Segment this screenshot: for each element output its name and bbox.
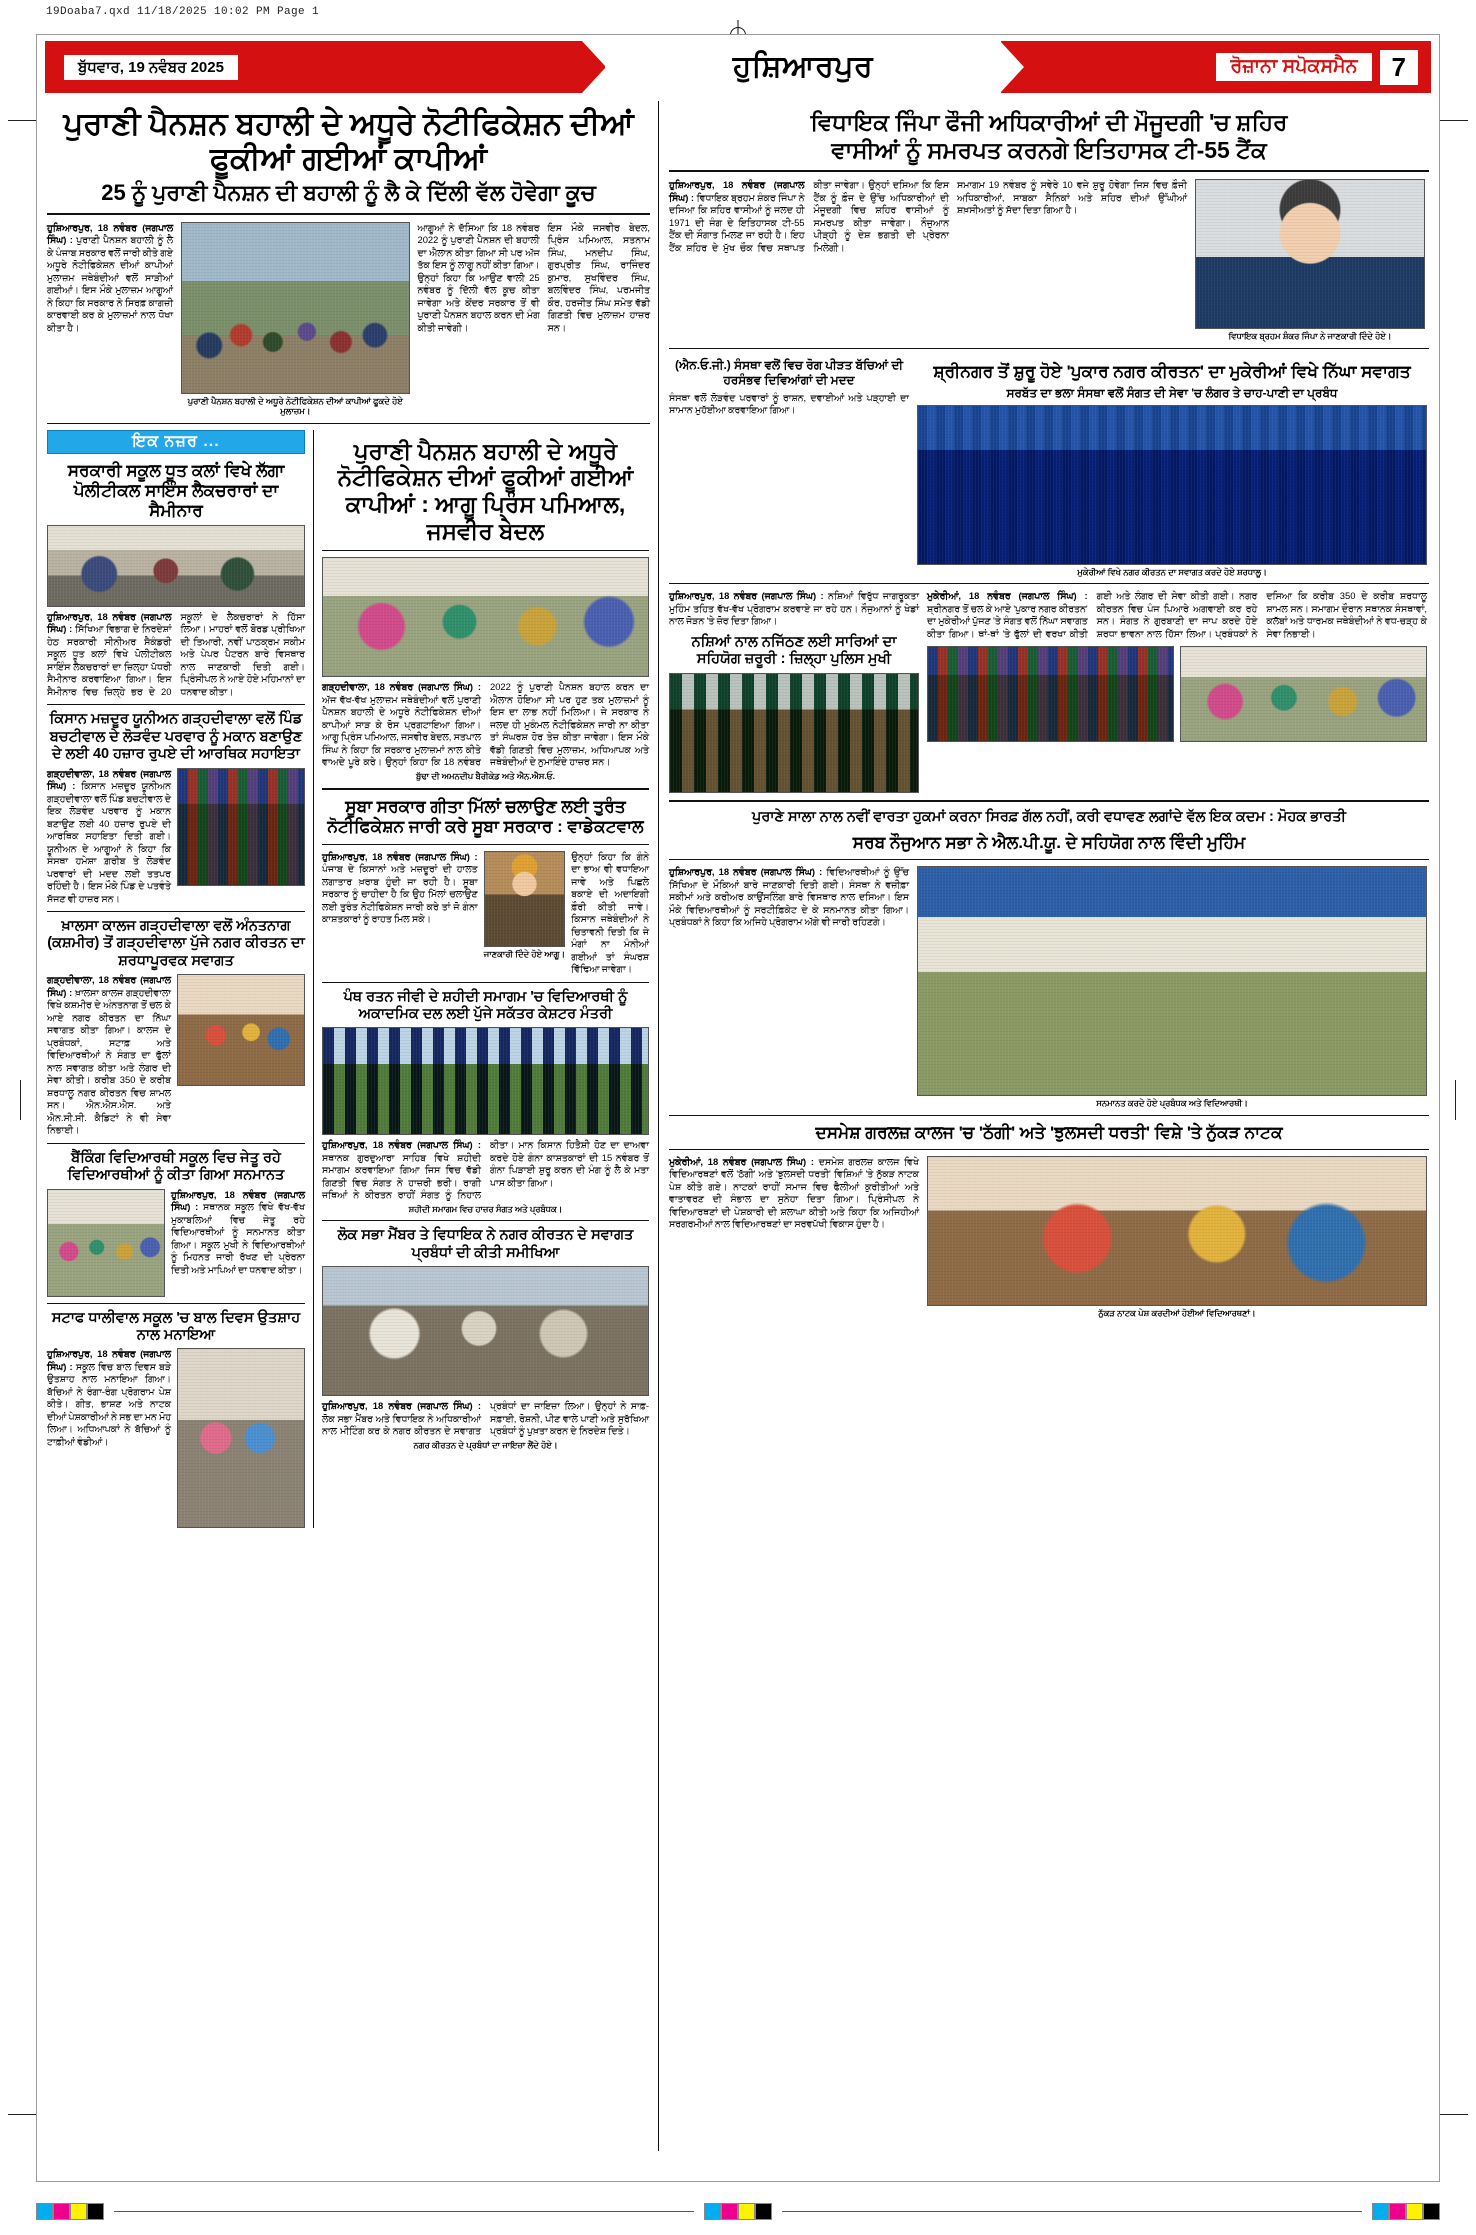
right-story-3-headline: ਦਸਮੇਸ਼ ਗਰਲਜ਼ ਕਾਲਜ 'ਚ 'ਠੱਗੀ' ਅਤੇ 'ਝੁਲਸਦੀ ਧਰਤੀ' ਵਿਸ਼ੇ 'ਤੇ ਨੁੱਕੜ ਨਾਟਕ — [815, 1122, 1283, 1142]
swatch-black-right — [1423, 2203, 1440, 2220]
ik-item-0-dateline: ਹੁਸ਼ਿਆਰਪੁਰ, 18 ਨਵੰਬਰ (ਜਗਪਾਲ ਸਿੰਘ) : — [47, 610, 172, 635]
tank-portrait-caption: ਵਿਧਾਇਕ ਬ੍ਰਹਮ ਸ਼ੰਕਰ ਜਿੰਪਾ ਨੇ ਜਾਣਕਾਰੀ ਦਿੰਦੇ ਹੋਏ। — [1228, 331, 1392, 342]
tank-body-a — [669, 179, 949, 254]
paper-name: ਰੋਜ਼ਾਨਾ ਸਪੋਕਸਮੈਨ — [1215, 52, 1372, 82]
right-story-3-photo — [927, 1156, 1427, 1306]
lead-headline: ਪੁਰਾਣੀ ਪੈਨਸ਼ਨ ਬਹਾਲੀ ਦੇ ਅਧੂਰੇ ਨੋਟੀਫਿਕੇਸ਼ਨ ਦੀਆਂ ਫੂਕੀਆਂ ਗਈਆਂ ਕਾਪੀਆਂ — [63, 106, 634, 176]
crop-mark-right-mid — [1455, 1080, 1456, 1120]
right-story-1-p1: ਨਸ਼ਿਆਂ ਵਿਰੁੱਧ ਜਾਗਰੂਕਤਾ ਮੁਹਿੰਮ ਤਹਿਤ ਵੱਖ-ਵੱਖ ਪ੍ਰੋਗਰਾਮ ਕਰਵਾਏ ਜਾ ਰਹੇ ਹਨ। ਨੌਜੁਆਨਾਂ ਨੂੰ ਖੇਡਾਂ ਨਾਲ ਜੋੜਨ 'ਤੇ ਜ਼ੋਰ ਦਿਤਾ ਗਿਆ। — [669, 590, 919, 627]
edition-name: ਹੁਸ਼ਿਆਰਪੁਰ — [605, 41, 1001, 93]
tank-p3: ਸਮਾਗਮ 19 ਨਵੰਬਰ ਨੂੰ ਸਵੇਰੇ 10 ਵਜੇ ਸ਼ੁਰੂ ਹੋਵੇਗਾ ਜਿਸ ਵਿਚ ਫ਼ੌਜੀ ਅਧਿਕਾਰੀਆਂ, ਸਾਬਕਾ ਸੈਨਿਕਾਂ ਅਤੇ ਸ਼ਹਿਰ ਦੀਆਂ ਉੱਘੀਆਂ ਸ਼ਖ਼ਸੀਅਤਾਂ ਨੂੰ ਸੱਦਾ ਦਿਤਾ ਗਿਆ ਹੈ। — [957, 179, 1187, 216]
right-story-0-subhead: ਸਰਬੱਤ ਦਾ ਭਲਾ ਸੰਸਥਾ ਵਲੋਂ ਸੰਗਤ ਦੀ ਸੇਵਾ 'ਚ ਲੰਗਰ ਤੇ ਚਾਹ-ਪਾਣੀ ਦਾ ਪ੍ਰਬੰਧ — [1006, 385, 1338, 400]
lead-body-col2: ਆਗੂਆਂ ਨੇ ਦੱਸਿਆ ਕਿ 18 ਨਵੰਬਰ 2022 ਨੂੰ ਪੁਰਾਣੀ ਪੈਨਸ਼ਨ ਦੀ ਬਹਾਲੀ ਦਾ ਐਲਾਨ ਕੀਤਾ ਗਿਆ ਸੀ ਪਰ ਅੱਜ ਤੱਕ ਇਸ ਨੂੰ ਲਾਗੂ ਨਹੀਂ ਕੀਤਾ ਗਿਆ। ਉਨ੍ਹਾਂ ਕਿਹਾ ਕਿ ਆਉਣ ਵਾਲੀ 25 ਨਵੰਬਰ ਨੂੰ ਦਿੱਲੀ ਵੱਲ ਕੂਚ ਕੀਤਾ ਜਾਵੇਗਾ ਅਤੇ ਕੇਂਦਰ ਸਰਕਾਰ ਤੋਂ ਵੀ ਪੁਰਾਣੀ ਪੈਨਸ਼ਨ ਬਹਾਲ ਕਰਨ ਦੀ ਮੰਗ ਕੀਤੀ ਜਾਵੇਗੀ। — [417, 221, 540, 333]
center-story-0-body — [322, 681, 649, 769]
ik-nazar-banner: ਇਕ ਨਜ਼ਰ ... — [47, 430, 305, 454]
center-story-2-caption: ਸ਼ਹੀਦੀ ਸਮਾਗਮ ਵਿਚ ਹਾਜ਼ਰ ਸੰਗਤ ਅਤੇ ਪ੍ਰਬੰਧਕ। — [408, 1203, 563, 1214]
swatch-yellow-right — [1406, 2203, 1423, 2220]
right-story-2-headline: ਪੁਰਾਣੇ ਸਾਲਾ ਨਾਲ ਨਵੀਂ ਵਾਰਤਾ ਹੁਕਮਾਂ ਕਰਨਾ ਸਿਰਫ਼ ਗੱਲ ਨਹੀਂ, ਕਰੀ ਵਧਾਵਣ ਲਗਾਂਦੇ ਵੱਲ ਇਕ ਕਦਮ : ਮੋਹਕ ਭਾਰਤੀ — [752, 808, 1346, 825]
center-story-0-headline: ਪੁਰਾਣੀ ਪੈਨਸ਼ਨ ਬਹਾਲੀ ਦੇ ਅਧੂਰੇ ਨੋਟੀਫਿਕੇਸ਼ਨ ਦੀਆਂ ਫੂਕੀਆਂ ਗਈਆਂ ਕਾਪੀਆਂ : ਆਗੂ ਪ੍ਰਿੰਸ ਪਮਿਆਲ, ਜਸਵੀਰ ਬੇਦਲ — [337, 437, 634, 544]
color-bar-mid — [704, 2203, 772, 2220]
tank-dateline: ਹੁਸ਼ਿਆਰਪੁਰ, 18 ਨਵੰਬਰ (ਜਗਪਾਲ ਸਿੰਘ) : — [669, 179, 805, 203]
newspaper-page — [36, 34, 1440, 2182]
ngo-headline: (ਐਨ.ਓ.ਜੀ.) ਸੰਸਥਾ ਵਲੋਂ ਵਿਚ ਰੋਗ ਪੀੜਤ ਬੱਚਿਆਂ ਦੀ ਹਰਸੰਭਵ ਦਿਵਿਆਂਗਾਂ ਦੀ ਮਦਦ — [674, 357, 904, 387]
center-story-2-p1: ਸਥਾਨਕ ਗੁਰਦੁਆਰਾ ਸਾਹਿਬ ਵਿਖੇ ਸ਼ਹੀਦੀ ਸਮਾਗਮ ਕਰਵਾਇਆ ਗਿਆ ਜਿਸ ਵਿਚ ਵੱਡੀ ਗਿਣਤੀ ਵਿਚ ਸੰਗਤ ਨੇ ਹਾਜ਼ਰੀ ਭਰੀ। ਰਾਗੀ ਜਥਿਆਂ ਨੇ ਕੀਰਤਨ ਰਾਹੀਂ ਸੰਗਤ ਨੂੰ ਨਿਹਾਲ ਕੀਤਾ। — [322, 1139, 515, 1201]
tank-p2: ਉਨ੍ਹਾਂ ਦਸਿਆ ਕਿ ਇਸ ਟੈਂਕ ਨੂੰ ਫ਼ੌਜ ਦੇ ਉੱਚ ਅਧਿਕਾਰੀਆਂ ਦੀ ਮੌਜੂਦਗੀ ਵਿਚ ਸ਼ਹਿਰ ਵਾਸੀਆਂ ਨੂੰ ਸਮਰਪਤ ਕੀਤਾ ਜਾਵੇਗਾ। ਨੌਜੁਆਨ ਪੀੜ੍ਹੀ ਨੂੰ ਦੇਸ਼ ਭਗਤੀ ਦੀ ਪ੍ਰੇਰਨਾ ਮਿਲੇਗੀ। — [813, 179, 949, 253]
center-story-0-caption: ਬੁੱਢਾ ਦੀ ਅਮਨਦੀਪ ਬੈਰੀਕੇਡ ਅਤੇ ਐਨ.ਐਸ.ਓ. — [415, 770, 555, 781]
right-story-1-photo — [669, 673, 919, 793]
ik-item-2-dateline: ਗੜ੍ਹਦੀਵਾਲਾ, 18 ਨਵੰਬਰ (ਜਗਪਾਲ ਸਿੰਘ) : — [47, 974, 171, 998]
ik-item-3-body — [171, 1189, 305, 1277]
center-story-0-p2: ਉਨ੍ਹਾਂ ਕਿਹਾ ਕਿ 18 ਨਵੰਬਰ 2022 ਨੂੰ ਪੁਰਾਣੀ ਪੈਨਸ਼ਨ ਬਹਾਲ ਕਰਨ ਦਾ ਐਲਾਨ ਹੋਇਆ ਸੀ ਪਰ ਹੁਣ ਤਕ ਮੁਲਾਜ਼ਮਾਂ ਨੂੰ ਇਸ ਦਾ ਲਾਭ ਨਹੀਂ ਮਿਲਿਆ। ਜੇ ਸਰਕਾਰ ਨੇ ਜਲਦ ਹੀ ਮੁਕੰਮਲ ਨੋਟੀਫਿਕੇਸ਼ਨ ਜਾਰੀ ਨਾ ਕੀਤਾ ਤਾਂ ਸੰਘਰਸ਼ ਹੋਰ ਤੇਜ਼ ਕੀਤਾ ਜਾਵੇਗਾ। — [385, 681, 649, 768]
center-story-3-caption: ਨਗਰ ਕੀਰਤਨ ਦੇ ਪ੍ਰਬੰਧਾਂ ਦਾ ਜਾਇਜ਼ਾ ਲੈਂਦੇ ਹੋਏ। — [413, 1439, 558, 1450]
ik-item-1-dateline: ਗੜ੍ਹਦੀਵਾਲਾ, 18 ਨਵੰਬਰ (ਜਗਪਾਲ ਸਿੰਘ) : — [47, 767, 171, 792]
lead-body-col3: ਇਸ ਮੌਕੇ ਜਸਵੀਰ ਬੇਦਲ, ਪ੍ਰਿੰਸ ਪਮਿਆਲ, ਸਤਨਾਮ ਸਿੰਘ, ਮਨਦੀਪ ਸਿੰਘ, ਗੁਰਪ੍ਰੀਤ ਸਿੰਘ, ਰਾਜਿੰਦਰ ਕੁਮਾਰ, ਸੁਖਵਿੰਦਰ ਸਿੰਘ, ਬਲਵਿੰਦਰ ਸਿੰਘ, ਪਰਮਜੀਤ ਕੌਰ, ਹਰਜੀਤ ਸਿੰਘ ਸਮੇਤ ਵੱਡੀ ਗਿਣਤੀ ਵਿਚ ਮੁਲਾਜ਼ਮ ਹਾਜ਼ਰ ਸਨ। — [547, 221, 651, 333]
ik-item-4-text: ਸਕੂਲ ਵਿਚ ਬਾਲ ਦਿਵਸ ਬੜੇ ਉਤਸ਼ਾਹ ਨਾਲ ਮਨਾਇਆ ਗਿਆ। ਬੱਚਿਆਂ ਨੇ ਰੰਗਾ-ਰੰਗ ਪ੍ਰੋਗਰਾਮ ਪੇਸ਼ ਕੀਤੇ। ਗੀਤ, ਭਾਸ਼ਣ ਅਤੇ ਨਾਟਕ ਦੀਆਂ ਪੇਸ਼ਕਾਰੀਆਂ ਨੇ ਸਭ ਦਾ ਮਨ ਮੋਹ ਲਿਆ। ਅਧਿਆਪਕਾਂ ਨੇ ਬੱਚਿਆਂ ਨੂੰ ਟਾਫ਼ੀਆਂ ਵੰਡੀਆਂ। — [47, 1360, 172, 1447]
center-story-2-headline: ਪੰਥ ਰਤਨ ਜੀਵੀ ਦੇ ਸ਼ਹੀਦੀ ਸਮਾਗਮ 'ਚ ਵਿਦਿਆਰਥੀ ਨੂੰ ਅਕਾਦਮਿਕ ਦਲ ਲਈ ਪੁੱਜੇ ਸਕੱਤਰ ਕੇਸ਼ਟਰ ਮੰਤਰੀ — [343, 988, 628, 1022]
center-story-2-body — [322, 1139, 649, 1202]
ik-item-1-text: ਕਿਸਾਨ ਮਜ਼ਦੂਰ ਯੂਨੀਅਨ ਗੜ੍ਹਦੀਵਾਲਾ ਵਲੋਂ ਪਿੰਡ ਬਚਟੀਵਾਲ ਦੇ ਇਕ ਲੋੜਵੰਦ ਪਰਵਾਰ ਨੂੰ ਮਕਾਨ ਬਣਾਉਣ ਲਈ 40 ਹਜ਼ਾਰ ਰੁਪਏ ਦੀ ਆਰਥਿਕ ਸਹਾਇਤਾ ਦਿਤੀ ਗਈ। ਯੂਨੀਅਨ ਦੇ ਆਗੂਆਂ ਨੇ ਕਿਹਾ ਕਿ ਸੰਸਥਾ ਹਮੇਸ਼ਾ ਗ਼ਰੀਬ ਤੇ ਲੋੜਵੰਦ ਪਰਵਾਰਾਂ ਦੀ ਮਦਦ ਲਈ ਤਤਪਰ ਰਹਿੰਦੀ ਹੈ। ਇਸ ਮੌਕੇ ਪਿੰਡ ਦੇ ਪਤਵੰਤੇ ਸੱਜਣ ਵੀ ਹਾਜ਼ਰ ਸਨ। — [47, 780, 172, 904]
swatch-magenta-right — [1389, 2203, 1406, 2220]
right-story-3-caption: ਨੁੱਕੜ ਨਾਟਕ ਪੇਸ਼ ਕਰਦੀਆਂ ਹੋਈਆਂ ਵਿਦਿਆਰਥਣਾਂ। — [1098, 1307, 1256, 1318]
right-story-0-p1: ਸ਼੍ਰੀਨਗਰ ਤੋਂ ਚਲ ਕੇ ਆਏ 'ਪੁਕਾਰ ਨਗਰ ਕੀਰਤਨ' ਦਾ ਮੁਕੇਰੀਆਂ ਪੁੱਜਣ 'ਤੇ ਸੰਗਤ ਵਲੋਂ ਨਿੱਘਾ ਸਵਾਗਤ ਕੀਤਾ ਗਿਆ। ਥਾਂ-ਥਾਂ 'ਤੇ ਫੁੱਲਾਂ ਦੀ ਵਰਖਾ ਕੀਤੀ ਗਈ ਅਤੇ ਲੰਗਰ ਦੀ ਸੇਵਾ ਕੀਤੀ ਗਈ। — [927, 590, 1235, 639]
masthead-right-band — [1001, 41, 1431, 93]
center-story-3-photo — [322, 1266, 649, 1396]
ik-item-1-body — [47, 768, 171, 906]
right-story-0-p3: ਸਮਾਗਮ ਦੌਰਾਨ ਸਥਾਨਕ ਸੰਸਥਾਵਾਂ, ਕਲੱਬਾਂ ਅਤੇ ਧਾਰਮਕ ਜਥੇਬੰਦੀਆਂ ਨੇ ਵਧ-ਚੜ੍ਹ ਕੇ ਸੇਵਾ ਨਿਭਾਈ। — [1266, 602, 1427, 639]
page-number: 7 — [1379, 49, 1419, 86]
ngo-body: ਸੰਸਥਾ ਵਲੋਂ ਲੋੜਵੰਦ ਪਰਵਾਰਾਂ ਨੂੰ ਰਾਸ਼ਨ, ਦਵਾਈਆਂ ਅਤੇ ਪੜ੍ਹਾਈ ਦਾ ਸਾਮਾਨ ਮੁਹੱਈਆ ਕਰਵਾਇਆ ਗਿਆ। — [669, 391, 909, 416]
lead-photo-caption: ਪੁਰਾਣੀ ਪੈਨਸ਼ਨ ਬਹਾਲੀ ਦੇ ਅਧੂਰੇ ਨੋਟੀਫਿਕੇਸ਼ਨ ਦੀਆਂ ਕਾਪੀਆਂ ਫੂਕਦੇ ਹੋਏ ਮੁਲਾਜ਼ਮ। — [187, 395, 403, 417]
right-story-2-caption: ਸਨਮਾਨਤ ਕਰਦੇ ਹੋਏ ਪ੍ਰਬੰਧਕ ਅਤੇ ਵਿਦਿਆਰਥੀ। — [1096, 1098, 1248, 1109]
right-story-aux-photo-1 — [927, 646, 1174, 742]
swatch-magenta-mid — [721, 2203, 738, 2220]
ik-item-2-photo — [177, 974, 305, 1086]
center-story-0-p1: ਅੱਜ ਵੱਖ-ਵੱਖ ਮੁਲਾਜ਼ਮ ਜਥੇਬੰਦੀਆਂ ਵਲੋਂ ਪੁਰਾਣੀ ਪੈਨਸ਼ਨ ਬਹਾਲੀ ਦੇ ਅਧੂਰੇ ਨੋਟੀਫਿਕੇਸ਼ਨ ਦੀਆਂ ਕਾਪੀਆਂ ਸਾੜ ਕੇ ਰੋਸ ਪ੍ਰਗਟਾਇਆ ਗਿਆ। ਆਗੂ ਪ੍ਰਿੰਸ ਪਮਿਆਲ, ਜਸਵੀਰ ਬੇਦਲ, ਸਤਪਾਲ ਸਿੰਘ ਨੇ ਕਿਹਾ ਕਿ ਸਰਕਾਰ ਮੁਲਾਜ਼ਮਾਂ ਨਾਲ ਕੀਤੇ ਵਾਅਦੇ ਪੂਰੇ ਕਰੇ। — [322, 693, 481, 768]
tank-headline-line2: ਵਾਸੀਆਂ ਨੂੰ ਸਮਰਪਤ ਕਰਨਗੇ ਇਤਿਹਾਸਕ ਟੀ-55 ਟੈਂਕ — [831, 136, 1267, 163]
right-story-2-dateline: ਹੁਸ਼ਿਆਰਪੁਰ, 18 ਨਵੰਬਰ (ਜਗਪਾਲ ਸਿੰਘ) : — [669, 866, 823, 878]
swatch-cyan-right — [1372, 2203, 1389, 2220]
center-story-0-p3: ਇਸ ਮੌਕੇ ਵੱਡੀ ਗਿਣਤੀ ਵਿਚ ਮੁਲਾਜ਼ਮ, ਅਧਿਆਪਕ ਅਤੇ ਜਥੇਬੰਦੀਆਂ ਦੇ ਨੁਮਾਇੰਦੇ ਹਾਜ਼ਰ ਸਨ। — [490, 731, 649, 768]
ik-item-0-photo — [47, 525, 305, 607]
ik-item-3-text: ਸਥਾਨਕ ਸਕੂਲ ਵਿਖੇ ਵੱਖ-ਵੱਖ ਮੁਕਾਬਲਿਆਂ ਵਿਚ ਜੇਤੂ ਰਹੇ ਵਿਦਿਆਰਥੀਆਂ ਨੂੰ ਸਨਮਾਨਤ ਕੀਤਾ ਗਿਆ। ਸਕੂਲ ਮੁਖੀ ਨੇ ਵਿਦਿਆਰਥੀਆਂ ਨੂੰ ਮਿਹਨਤ ਜਾਰੀ ਰੱਖਣ ਦੀ ਪ੍ਰੇਰਨਾ ਦਿਤੀ ਅਤੇ ਮਾਪਿਆਂ ਦਾ ਧਨਵਾਦ ਕੀਤਾ। — [171, 1201, 305, 1275]
center-story-3-dateline: ਹੁਸ਼ਿਆਰਪੁਰ, 18 ਨਵੰਬਰ (ਜਗਪਾਲ ਸਿੰਘ) : — [322, 1400, 481, 1412]
left-zone — [47, 101, 659, 2151]
masthead-left-band — [45, 41, 605, 93]
right-story-0-headline: ਸ਼੍ਰੀਨਗਰ ਤੋਂ ਸ਼ੁਰੂ ਹੋਏ 'ਪੁਕਾਰ ਨਗਰ ਕੀਰਤਨ' ਦਾ ਮੁਕੇਰੀਆਂ ਵਿਖੇ ਨਿੱਘਾ ਸਵਾਗਤ — [933, 361, 1411, 381]
right-story-0-p2: ਨਗਰ ਕੀਰਤਨ ਵਿਚ ਪੰਜ ਪਿਆਰੇ ਅਗਵਾਈ ਕਰ ਰਹੇ ਸਨ। ਸੰਗਤ ਨੇ ਗੁਰਬਾਣੀ ਦਾ ਜਾਪ ਕਰਦੇ ਹੋਏ ਸ਼ਰਧਾ ਭਾਵਨਾ ਨਾਲ ਹਿੱਸਾ ਲਿਆ। ਪ੍ਰਬੰਧਕਾਂ ਨੇ ਦਸਿਆ ਕਿ ਕਰੀਬ 350 ਦੇ ਕਰੀਬ ਸ਼ਰਧਾਲੂ ਸ਼ਾਮਲ ਸਨ। — [1096, 590, 1427, 639]
right-story-2-subhead: ਸਰਬ ਨੌਜੁਆਨ ਸਭਾ ਨੇ ਐਲ.ਪੀ.ਯੂ. ਦੇ ਸਹਿਯੋਗ ਨਾਲ ਵਿੰਦੀ ਮੁਹਿੰਮ — [852, 833, 1246, 853]
center-story-0-dateline: ਗੜ੍ਹਦੀਵਾਲਾ, 18 ਨਵੰਬਰ (ਜਗਪਾਲ ਸਿੰਘ) : — [322, 681, 481, 693]
center-story-1-caption: ਜਾਣਕਾਰੀ ਦਿੰਦੇ ਹੋਏ ਆਗੂ। — [483, 948, 565, 959]
lead-body-col1 — [47, 222, 173, 335]
center-story-3-body — [322, 1400, 649, 1438]
right-story-2-photo — [917, 866, 1427, 1096]
publication-date: ਬੁੱਧਵਾਰ, 19 ਨਵੰਬਰ 2025 — [63, 54, 239, 81]
ik-item-0-headline: ਸਰਕਾਰੀ ਸਕੂਲ ਧੂਤ ਕਲਾਂ ਵਿਖੇ ਲੱਗਾ ਪੋਲੀਟੀਕਲ ਸਾਇੰਸ ਲੈਕਚਰਾਰਾਂ ਦਾ ਸੈਮੀਨਾਰ — [67, 460, 285, 520]
right-story-3-p2: ਪ੍ਰਿੰਸੀਪਲ ਨੇ ਵਿਦਿਆਰਥਣਾਂ ਦੀ ਪੇਸ਼ਕਾਰੀ ਦੀ ਸ਼ਲਾਘਾ ਕੀਤੀ ਅਤੇ ਕਿਹਾ ਕਿ ਅਜਿਹੀਆਂ ਸਰਗਰਮੀਆਂ ਨਾਲ ਵਿਦਿਆਰਥਣਾਂ ਦਾ ਸਰਵਪੱਖੀ ਵਿਕਾਸ ਹੁੰਦਾ ਹੈ। — [669, 1193, 919, 1230]
right-story-3-body — [669, 1156, 919, 1231]
lead-dateline: ਹੁਸ਼ਿਆਰਪੁਰ, 18 ਨਵੰਬਰ (ਜਗਪਾਲ ਸਿੰਘ) : — [47, 221, 174, 246]
center-story-3-p1: ਲੋਕ ਸਭਾ ਮੈਂਬਰ ਅਤੇ ਵਿਧਾਇਕ ਨੇ ਅਧਿਕਾਰੀਆਂ ਨਾਲ ਮੀਟਿੰਗ ਕਰ ਕੇ ਨਗਰ ਕੀਰਤਨ ਦੇ ਸਵਾਗਤ ਪ੍ਰਬੰਧਾਂ ਦਾ ਜਾਇਜ਼ਾ ਲਿਆ। ਉਨ੍ਹਾਂ ਨੇ ਸਾਫ਼-ਸਫ਼ਾਈ, ਰੋਸ਼ਨੀ, ਪੀਣ ਵਾਲੇ ਪਾਣੀ ਅਤੇ ਸੁਰੱਖਿਆ ਪ੍ਰਬੰਧਾਂ ਨੂੰ ਪੁਖ਼ਤਾ ਕਰਨ ਦੇ ਨਿਰਦੇਸ਼ ਦਿਤੇ। — [322, 1400, 649, 1437]
center-story-1-headline: ਸੂਬਾ ਸਰਕਾਰ ਗੀਤਾ ਮਿੱਲਾਂ ਚਲਾਉਣ ਲਈ ਤੁਰੰਤ ਨੋਟੀਫਿਕੇਸ਼ਨ ਜਾਰੀ ਕਰੇ ਸੂਬਾ ਸਰਕਾਰ : ਵਾਡੇਕਟਵਾਲ — [327, 797, 644, 837]
ik-item-0-text: ਸਿੱਖਿਆ ਵਿਭਾਗ ਦੇ ਨਿਰਦੇਸ਼ਾਂ ਹੇਠ ਸਰਕਾਰੀ ਸੀਨੀਅਰ ਸੈਕੰਡਰੀ ਸਕੂਲ ਧੂਤ ਕਲਾਂ ਵਿਖੇ ਪੋਲੀਟੀਕਲ ਸਾਇੰਸ ਲੈਕਚਰਾਰਾਂ ਦਾ ਜ਼ਿਲ੍ਹਾ ਪੱਧਰੀ ਸੈਮੀਨਾਰ ਕਰਵਾਇਆ ਗਿਆ। ਇਸ ਸੈਮੀਨਾਰ ਵਿਚ ਜ਼ਿਲ੍ਹੇ ਭਰ ਦੇ 20 ਸਕੂਲਾਂ ਦੇ ਲੈਕਚਰਾਰਾਂ ਨੇ ਹਿੱਸਾ ਲਿਆ। ਮਾਹਰਾਂ ਵਲੋਂ ਬੋਰਡ ਪ੍ਰੀਖਿਆ ਦੀ ਤਿਆਰੀ, ਨਵੀਂ ਪਾਠਕ੍ਰਮ ਸਕੀਮ ਅਤੇ ਪੇਪਰ ਪੈਟਰਨ ਬਾਰੇ ਵਿਸਥਾਰ ਨਾਲ ਜਾਣਕਾਰੀ ਦਿਤੀ ਗਈ। ਪ੍ਰਿੰਸੀਪਲ ਨੇ ਆਏ ਹੋਏ ਮਹਿਮਾਨਾਂ ਦਾ ਧਨਵਾਦ ਕੀਤਾ। — [47, 610, 305, 697]
ik-item-1-headline: ਕਿਸਾਨ ਮਜ਼ਦੂਰ ਯੂਨੀਅਨ ਗੜ੍ਹਦੀਵਾਲਾ ਵਲੋਂ ਪਿੰਡ ਬਚਟੀਵਾਲ ਦੇ ਲੋੜਵੰਦ ਪਰਵਾਰ ਨੂੰ ਮਕਾਨ ਬਣਾਉਣ ਦੇ ਲਈ 40 ਹਜ਼ਾਰ ਰੁਪਏ ਦੀ ਆਰਥਿਕ ਸਹਾਇਤਾ — [49, 711, 303, 763]
ik-item-4-photo — [177, 1348, 305, 1528]
ik-item-4-dateline: ਹੁਸ਼ਿਆਰਪੁਰ, 18 ਨਵੰਬਰ (ਜਗਪਾਲ ਸਿੰਘ) : — [47, 1348, 171, 1372]
swatch-yellow-left — [70, 2203, 87, 2220]
center-story-2-p2: ਮਾਨ ਕਿਸਾਨ ਹਿਤੈਸ਼ੀ ਹੋਣ ਦਾ ਦਾਅਵਾ ਕਰਦੇ ਹੋਏ ਗੰਨਾ ਕਾਸ਼ਤਕਾਰਾਂ ਦੀ 15 ਨਵੰਬਰ ਤੋਂ ਗੰਨਾ ਪਿੜਾਈ ਸ਼ੁਰੂ ਕਰਨ ਦੀ ਮੰਗ ਨੂੰ ਲੈ ਕੇ ਮਤਾ ਪਾਸ ਕੀਤਾ ਗਿਆ। — [490, 1139, 649, 1188]
center-story-1-p2: ਉਨ੍ਹਾਂ ਕਿਹਾ ਕਿ ਗੰਨੇ ਦਾ ਭਾਅ ਵੀ ਵਧਾਇਆ ਜਾਵੇ ਅਤੇ ਪਿਛਲੇ ਬਕਾਏ ਦੀ ਅਦਾਇਗੀ ਫ਼ੌਰੀ ਕੀਤੀ ਜਾਵੇ। ਕਿਸਾਨ ਜਥੇਬੰਦੀਆਂ ਨੇ ਚਿਤਾਵਨੀ ਦਿਤੀ ਕਿ ਜੇ ਮੰਗਾਂ ਨਾ ਮੰਨੀਆਂ ਗਈਆਂ ਤਾਂ ਸੰਘਰਸ਼ ਵਿੱਢਿਆ ਜਾਵੇਗਾ। — [571, 850, 650, 975]
ik-item-0-body — [47, 611, 305, 699]
swatch-cyan-mid — [704, 2203, 721, 2220]
page-body — [47, 101, 1429, 2151]
center-story-2-dateline: ਹੁਸ਼ਿਆਰਪੁਰ, 18 ਨਵੰਬਰ (ਜਗਪਾਲ ਸਿੰਘ) : — [322, 1139, 481, 1151]
right-story-aux-photo-2 — [1180, 646, 1427, 742]
lead-photo — [181, 222, 409, 394]
center-story-1-photo — [484, 851, 566, 947]
crop-mark-left-mid — [20, 1080, 21, 1120]
color-bar-right — [1372, 2203, 1440, 2220]
tank-portrait-photo — [1195, 179, 1425, 329]
lead-subhead: 25 ਨੂੰ ਪੁਰਾਣੀ ਪੈਨਸ਼ਨ ਦੀ ਬਹਾਲੀ ਨੂੰ ਲੈ ਕੇ ਦਿੱਲੀ ਵੱਲ ਹੋਵੇਗਾ ਕੂਚ — [101, 180, 596, 206]
center-story-3-headline: ਲੋਕ ਸਭਾ ਮੈਂਬਰ ਤੇ ਵਿਧਾਇਕ ਨੇ ਨਗਰ ਕੀਰਤਨ ਦੇ ਸਵਾਗਤ ਪ੍ਰਬੰਧਾਂ ਦੀ ਕੀਤੀ ਸਮੀਖਿਆ — [337, 1227, 634, 1261]
masthead — [45, 41, 1431, 93]
center-story-1-p1: ਪੰਜਾਬ ਦੇ ਕਿਸਾਨਾਂ ਅਤੇ ਮਜ਼ਦੂਰਾਂ ਦੀ ਹਾਲਤ ਲਗਾਤਾਰ ਖ਼ਰਾਬ ਹੁੰਦੀ ਜਾ ਰਹੀ ਹੈ। ਸੂਬਾ ਸਰਕਾਰ ਨੂੰ ਚਾਹੀਦਾ ਹੈ ਕਿ ਉਹ ਮਿੱਲਾਂ ਚਲਾਉਣ ਲਈ ਤੁਰੰਤ ਨੋਟੀਫਿਕੇਸ਼ਨ ਜਾਰੀ ਕਰੇ ਤਾਂ ਜੋ ਗੰਨਾ ਕਾਸ਼ਤਕਾਰਾਂ ਨੂੰ ਰਾਹਤ ਮਿਲ ਸਕੇ। — [322, 863, 478, 925]
tank-p1: ਵਿਧਾਇਕ ਬ੍ਰਹਮ ਸ਼ੰਕਰ ਜਿੰਪਾ ਨੇ ਦਸਿਆ ਕਿ ਸ਼ਹਿਰ ਵਾਸੀਆਂ ਨੂੰ ਜਲਦ ਹੀ 1971 ਦੀ ਜੰਗ ਦੇ ਇਤਿਹਾਸਕ ਟੀ-55 ਟੈਂਕ ਦੀ ਸੌਗਾਤ ਮਿਲਣ ਜਾ ਰਹੀ ਹੈ। ਇਹ ਟੈਂਕ ਸ਼ਹਿਰ ਦੇ ਮੁੱਖ ਚੌਕ ਵਿਚ ਸਥਾਪਤ ਕੀਤਾ ਜਾਵੇਗਾ। — [669, 179, 865, 253]
ik-item-3-photo — [47, 1189, 165, 1297]
right-zone — [659, 101, 1429, 2151]
center-story-2-photo — [322, 1027, 649, 1135]
ik-item-2-body — [47, 974, 171, 1137]
ik-item-4-headline: ਸਟਾਫ ਧਾਲੀਵਾਲ ਸਕੂਲ 'ਚ ਬਾਲ ਦਿਵਸ ਉਤਸ਼ਾਹ ਨਾਲ ਮਨਾਇਆ — [51, 1309, 301, 1343]
ik-item-3-headline: ਬੈਂਕਿੰਗ ਵਿਦਿਆਰਥੀ ਸਕੂਲ ਵਿਚ ਜੇਤੂ ਰਹੇ ਵਿਦਿਆਰਥੀਆਂ ਨੂੰ ਕੀਤਾ ਗਿਆ ਸਨਮਾਨਤ — [67, 1149, 285, 1184]
lead-para-1: ਪੁਰਾਣੀ ਪੈਨਸ਼ਨ ਬਹਾਲੀ ਨੂੰ ਲੈ ਕੇ ਪੰਜਾਬ ਸਰਕਾਰ ਵਲੋਂ ਜਾਰੀ ਕੀਤੇ ਗਏ ਅਧੂਰੇ ਨੋਟੀਫਿਕੇਸ਼ਨ ਦੀਆਂ ਕਾਪੀਆਂ ਮੁਲਾਜ਼ਮ ਜਥੇਬੰਦੀਆਂ ਵਲੋਂ ਸਾੜੀਆਂ ਗਈਆਂ। ਇਸ ਮੌਕੇ ਮੁਲਾਜ਼ਮ ਆਗੂਆਂ ਨੇ ਕਿਹਾ ਕਿ ਸਰਕਾਰ ਨੇ ਸਿਰਫ਼ ਕਾਗਜ਼ੀ ਕਾਰਵਾਈ ਕਰ ਕੇ ਮੁਲਾਜ਼ਮਾਂ ਨਾਲ ਧੋਖਾ ਕੀਤਾ ਹੈ। — [47, 234, 174, 333]
center-story-1-body-a — [322, 851, 478, 926]
right-story-0-body — [927, 590, 1427, 640]
ik-item-1-photo — [177, 768, 305, 886]
ik-item-2-text: ਖ਼ਾਲਸਾ ਕਾਲਜ ਗੜ੍ਹਦੀਵਾਲਾ ਵਿਖੇ ਕਸ਼ਮੀਰ ਦੇ ਅੰਨਤਨਾਗ ਤੋਂ ਚਲ ਕੇ ਆਏ ਨਗਰ ਕੀਰਤਨ ਦਾ ਨਿੱਘਾ ਸਵਾਗਤ ਕੀਤਾ ਗਿਆ। ਕਾਲਜ ਦੇ ਪ੍ਰਬੰਧਕਾਂ, ਸਟਾਫ਼ ਅਤੇ ਵਿਦਿਆਰਥੀਆਂ ਨੇ ਸੰਗਤ ਦਾ ਫੁੱਲਾਂ ਨਾਲ ਸਵਾਗਤ ਕੀਤਾ ਅਤੇ ਲੰਗਰ ਦੀ ਸੇਵਾ ਕੀਤੀ। ਕਰੀਬ 350 ਦੇ ਕਰੀਬ ਸ਼ਰਧਾਲੂ ਨਗਰ ਕੀਰਤਨ ਵਿਚ ਸ਼ਾਮਲ ਸਨ। ਐਨ.ਐਸ.ਐਸ. ਅਤੇ ਐਨ.ਸੀ.ਸੀ. ਕੈਡਿਟਾਂ ਨੇ ਵੀ ਸੇਵਾ ਨਿਭਾਈ। — [47, 986, 171, 1136]
swatch-black-mid — [755, 2203, 772, 2220]
press-color-bars — [36, 2201, 1440, 2221]
right-story-1-dateline: ਹੁਸ਼ਿਆਰਪੁਰ, 18 ਨਵੰਬਰ (ਜਗਪਾਲ ਸਿੰਘ) : — [669, 590, 824, 602]
right-story-2-p1: ਵਿਦਿਆਰਥੀਆਂ ਨੂੰ ਉੱਚ ਸਿੱਖਿਆ ਦੇ ਮੌਕਿਆਂ ਬਾਰੇ ਜਾਣਕਾਰੀ ਦਿਤੀ ਗਈ। ਸੰਸਥਾ ਨੇ ਵਜ਼ੀਫ਼ਾ ਸਕੀਮਾਂ ਅਤੇ ਕਰੀਅਰ ਕਾਉਂਸਲਿੰਗ ਬਾਰੇ ਵਿਸਥਾਰ ਨਾਲ ਦਸਿਆ। — [669, 866, 910, 903]
right-story-0-caption: ਮੁਕੇਰੀਆਂ ਵਿਖੇ ਨਗਰ ਕੀਰਤਨ ਦਾ ਸਵਾਗਤ ਕਰਦੇ ਹੋਏ ਸ਼ਰਧਾਲੂ। — [1077, 566, 1267, 577]
ik-item-3-dateline: ਹੁਸ਼ਿਆਰਪੁਰ, 18 ਨਵੰਬਰ (ਜਗਪਾਲ ਸਿੰਘ) : — [171, 1188, 305, 1212]
color-bar-left — [36, 2203, 104, 2220]
right-story-2-body — [669, 866, 909, 929]
right-story-1-body — [669, 590, 919, 628]
file-stamp: 19Doaba7.qxd 11/18/2025 10:02 PM Page 1 — [46, 6, 320, 18]
right-story-0-photo — [917, 405, 1427, 565]
right-story-1-headline: ਨਸ਼ਿਆਂ ਨਾਲ ਨਜਿੱਠਣ ਲਈ ਸਾਰਿਆਂ ਦਾ ਸਹਿਯੋਗ ਜ਼ਰੂਰੀ : ਜ਼ਿਲ੍ਹਾ ਪੁਲਿਸ ਮੁਖੀ — [691, 633, 897, 668]
swatch-yellow-mid — [738, 2203, 755, 2220]
swatch-cyan-left — [36, 2203, 53, 2220]
ik-item-2-headline: ਖ਼ਾਲਸਾ ਕਾਲਜ ਗੜ੍ਹਦੀਵਾਲਾ ਵਲੋਂ ਅੰਨਤਨਾਗ (ਕਸ਼ਮੀਰ) ਤੋਂ ਗੜ੍ਹਦੀਵਾਲਾ ਪੁੱਜੇ ਨਗਰ ਕੀਰਤਨ ਦਾ ਸ਼ਰਧਾਪੂਰਵਕ ਸਵਾਗਤ — [47, 918, 305, 969]
swatch-magenta-left — [53, 2203, 70, 2220]
right-story-3-p1: ਦਸਮੇਸ਼ ਗਰਲਜ਼ ਕਾਲਜ ਵਿਖੇ ਵਿਦਿਆਰਥਣਾਂ ਵਲੋਂ 'ਠੱਗੀ' ਅਤੇ 'ਝੁਲਸਦੀ ਧਰਤੀ' ਵਿਸ਼ਿਆਂ 'ਤੇ ਨੁੱਕੜ ਨਾਟਕ ਪੇਸ਼ ਕੀਤੇ ਗਏ। ਨਾਟਕਾਂ ਰਾਹੀਂ ਸਮਾਜ ਵਿਚ ਫੈਲੀਆਂ ਕੁਰੀਤੀਆਂ ਅਤੇ ਵਾਤਾਵਰਣ ਦੀ ਸੰਭਾਲ ਦਾ ਸੁਨੇਹਾ ਦਿਤਾ ਗਿਆ। — [669, 1155, 919, 1205]
center-story-1-dateline: ਹੁਸ਼ਿਆਰਪੁਰ, 18 ਨਵੰਬਰ (ਜਗਪਾਲ ਸਿੰਘ) : — [322, 850, 478, 862]
tank-headline-line1: ਵਿਧਾਇਕ ਜਿੰਪਾ ਫੌਜੀ ਅਧਿਕਾਰੀਆਂ ਦੀ ਮੌਜੂਦਗੀ 'ਚ ਸ਼ਹਿਰ — [810, 109, 1288, 135]
swatch-black-left — [87, 2203, 104, 2220]
right-story-3-dateline: ਮੁਕੇਰੀਆਂ, 18 ਨਵੰਬਰ (ਜਗਪਾਲ ਸਿੰਘ) : — [669, 1155, 814, 1167]
center-story-0-photo — [322, 557, 649, 677]
right-story-0-dateline: ਮੁਕੇਰੀਆਂ, 18 ਨਵੰਬਰ (ਜਗਪਾਲ ਸਿੰਘ) : — [927, 590, 1088, 602]
right-story-2-p2: ਇਸ ਮੌਕੇ ਵਿਦਿਆਰਥੀਆਂ ਨੂੰ ਸਰਟੀਫ਼ਿਕੇਟ ਦੇ ਕੇ ਸਨਮਾਨਤ ਕੀਤਾ ਗਿਆ। ਪ੍ਰਬੰਧਕਾਂ ਨੇ ਕਿਹਾ ਕਿ ਅਜਿਹੇ ਪ੍ਰੋਗਰਾਮ ਅੱਗੇ ਵੀ ਜਾਰੀ ਰਹਿਣਗੇ। — [669, 891, 909, 928]
ik-item-4-body — [47, 1348, 171, 1448]
